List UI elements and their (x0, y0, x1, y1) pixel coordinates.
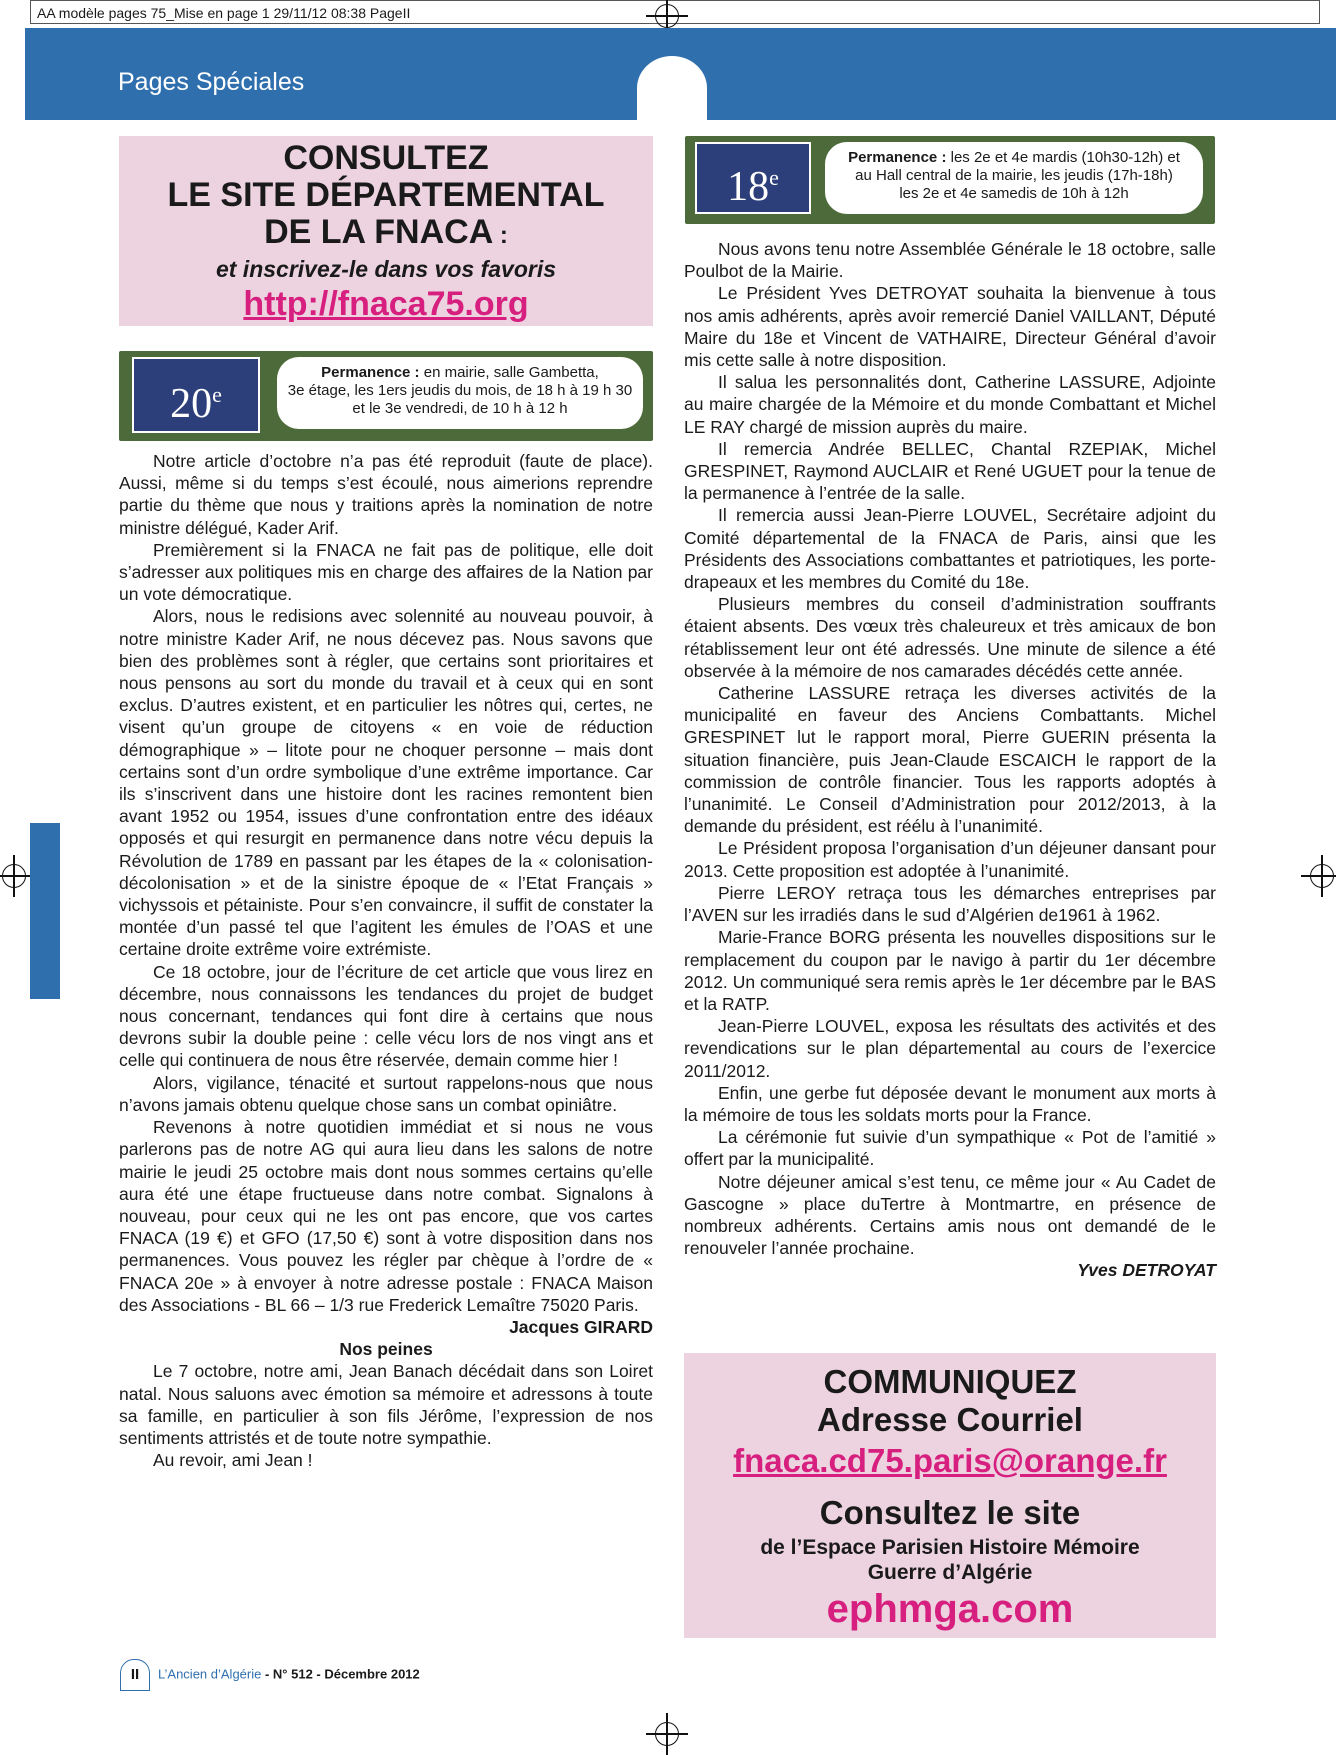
paragraph: Alors, nous le redisions avec solennité au nouveau pouvoir, à notre ministre Kader Arif, ne nous décevez pas. Nous savons que bien des problèmes sont à régler, que certains sont prioritaires et nous pensons au sort du monde du travail et à ceux qui en sont exclus. D’autres existent, et en particulier les nôtres qui, certes, ne visent qu’un groupe de citoyens « en voie de réduction démographique » – litote pour ne choquer personne – mais dont certains sont d’un ordre symbolique d’une extrême importance. Car ils s’inscrivent dans une histoire dont les racines remontent bien avant 1952 ou 1954, issues d’une confrontation entre des idéaux opposés et qui resurgit en permanence dans notre vécu depuis la Révolution de 1789 en passant par les étapes de la « colonisation-décolonisation » et de la sinistre époque de « l’Etat Français » vichyssois et pétainiste. Pour s’en convaincre, il suffit de constater la montée d’un passé tel que l’agitent les émules de l’OAS et une certaine droite extrême voire extrémiste. (119, 606, 653, 960)
paragraph: Catherine LASSURE retraça les diverses activités de la municipalité en faveur des Anciens Combattants. Michel GRESPINET lut le rapport moral, Pierre GUERIN présenta la situation financière, puis Jean-Claude ESCAICH le rapport de la commission de contrôle financier. Tous les rapports adoptés à l’unanimité. Le Conseil d’Administration pour 2012/2013, à la demande du président, est réélu à l’unanimité. (684, 683, 1216, 837)
perm18-line3: les 2e et 4e samedis de 10h à 12h (899, 185, 1129, 202)
paragraph: Plusieurs membres du conseil d’administration souffrants étaient absents. Des vœux très chaleureux et très amicaux de bon rétablissement leur ont été adressés. Une minute de silence a été observée à la mémoire de nos camarades décédés cette année. (684, 594, 1216, 681)
print-slug: AA modèle pages 75_Mise en page 1 29/11/12 08:38 PageII (30, 0, 1320, 24)
paragraph: Le Président proposa l’organisation d’un déjeuner dansant pour 2013. Cette proposition est adoptée à l’unanimité. (684, 838, 1216, 881)
arrondissement-badge-20 (132, 357, 260, 433)
paragraph: Enfin, une gerbe fut déposée devant le monument aux morts à la mémoire de tous les soldats morts pour la France. (684, 1082, 1216, 1125)
perm18-label: Permanence : (848, 149, 947, 166)
promo-adresse: Adresse Courriel (817, 1401, 1083, 1438)
promo-line3: DE LA FNACA (264, 213, 494, 251)
arrondissement-number: 18 (727, 164, 770, 210)
registration-mark-top (655, 4, 679, 28)
issue-info: - N° 512 - Décembre 2012 (261, 1666, 420, 1682)
promo-espace: de l’Espace Parisien Histoire Mémoire (760, 1536, 1140, 1559)
registration-mark-left (2, 864, 26, 888)
promo-communiquez: COMMUNIQUEZ (823, 1363, 1077, 1400)
side-tab (30, 823, 60, 999)
paragraph: Au revoir, ami Jean ! (153, 1450, 313, 1471)
perm18-line2: au Hall central de la mairie, les jeudis (17h-18h) (855, 167, 1173, 184)
paragraph: Il remercia Andrée BELLEC, Chantal RZEPIAK, Michel GRESPINET, Raymond AUCLAIR et René UGUET pour la tenue de la permanence à l’entrée de la salle. (684, 438, 1216, 504)
perm20-line3: et le 3e vendredi, de 10 h à 12 h (352, 400, 568, 417)
paragraph: La cérémonie fut suivie d’un sympathique « Pot de l’amitié » offert par la municipalité. (684, 1127, 1216, 1170)
header-band (25, 28, 1336, 120)
arrondissement-number: 20 (170, 381, 213, 427)
paragraph: Alors, vigilance, ténacité et surtout rappelons-nous que nous n’avons jamais obtenu quelque chose sans un combat opiniâtre. (119, 1072, 653, 1115)
arrondissement-badge-18 (695, 142, 811, 214)
promo-url-link[interactable]: http://fnaca75.org (243, 285, 529, 323)
paragraph: Ce 18 octobre, jour de l’écriture de cet article que vous lirez en décembre, nous connaissons les tendances du projet de budget nous concernant, tendances qui font dire à certains que nous devrons subir la double peine : celle vécu lors de nos vingt ans et celle qui continuera de nous être réservée, demain comme hier ! (119, 961, 653, 1071)
paragraph: Il salua les personnalités dont, Catherine LASSURE, Adjointe au maire chargée de la Mémoire et du monde Combattant et Michel LE RAY chargé de mission auprès du maire. (684, 372, 1216, 437)
subheading-peines: Nos peines (339, 1339, 433, 1360)
registration-mark-right (1310, 864, 1334, 888)
perm20-line2: 3e étage, les 1ers jeudis du mois, de 18 h à 19 h 30 (287, 382, 633, 399)
promo-colon: : (493, 222, 508, 249)
publication-name: L’Ancien d’Algérie (158, 1666, 262, 1682)
paragraph: Le Président Yves DETROYAT souhaita la bienvenue à tous nos amis adhérents, après avoir remercié Daniel VAILLANT, Député Maire du 18e et Vincent de VATHAIRE, Directeur Général d’avoir mis cette salle à notre disposition. (684, 283, 1216, 371)
promo-line2: LE SITE DÉPARTEMENTAL (167, 176, 605, 214)
signature-detroyat: Yves DETROYAT (1077, 1260, 1216, 1281)
permanence-box-18 (685, 136, 1215, 224)
email-link[interactable]: fnaca.cd75.paris@orange.fr (733, 1442, 1167, 1479)
perm18-line1 (825, 149, 1203, 167)
ephmga-link[interactable]: ephmga.com (826, 1587, 1074, 1631)
arrondissement-sup: e (769, 165, 779, 190)
promo-line1: CONSULTEZ (283, 139, 489, 177)
article-18e (684, 238, 1216, 1282)
paragraph: Marie-France BORG présenta les nouvelles dispositions sur le remplacement du coupon par le navigo à partir du 1er décembre 2012. Un communiqué sera remis après le 1er décembre par le BAS et la RATP. (684, 927, 1216, 1014)
perm20-line1 (277, 364, 643, 382)
paragraph: Revenons à notre quotidien immédiat et si nous ne vous parlerons pas de notre AG qui aura lieu dans les salons de notre mairie le jeudi 25 octobre mais dont nous sommes certains qu’elle aura été une étape fructueuse dans notre combat. Signalons à nouveau, pour ceux qui ne les ont pas encore, que vos cartes FNACA (19 €) et GFO (17,50 €) sont à votre disposition dans nos permanences. Vous pouvez les régler par chèque à l’ordre de « FNACA 20e » à envoyer à notre adresse postale : FNACA Maison des Associations - BL 66 – 1/3 rue Frederick Lemaître 75020 Paris. (119, 1117, 653, 1315)
promo-consultez: Consultez le site (819, 1494, 1081, 1531)
page-footer (120, 1659, 420, 1691)
paragraph: Premièrement si la FNACA ne fait pas de politique, elle doit s’adresser aux politiques mis en charge des affaires de la Nation par un vote démocratique. (119, 539, 653, 605)
perm20-text1: en mairie, salle Gambetta, (419, 364, 599, 381)
paragraph: Pierre LEROY retraça tous les démarches entreprises par l’AVEN sur les irradiés dans le sud d’Algérien de1961 à 1962. (684, 882, 1216, 926)
signature-girard: Jacques GIRARD (509, 1316, 653, 1337)
promo-line4: et inscrivez-le dans vos favoris (215, 256, 557, 282)
permanence-info-18 (825, 142, 1203, 214)
arch-decoration (637, 56, 707, 120)
article-20e (119, 450, 653, 1471)
paragraph: Nous avons tenu notre Assemblée Générale le 18 octobre, salle Poulbot de la Mairie. (684, 239, 1216, 282)
page-number: II (120, 1659, 150, 1691)
promo-box-contact (684, 1353, 1216, 1638)
paragraph: Le 7 octobre, notre ami, Jean Banach décédait dans son Loiret natal. Nous saluons avec émotion sa mémoire et adressons à toute sa famille, en particulier à son fils Jérôme, l’expression de nos sentiments attristés et de toute notre sympathie. (119, 1361, 653, 1448)
paragraph: Il remercia aussi Jean-Pierre LOUVEL, Secrétaire adjoint du Comité départemental de la FNACA de Paris, ainsi que les Présidents des Associations combattantes et patriotiques, les porte-drapeaux et les membres du Comité du 18e. (684, 505, 1216, 593)
paragraph: Notre déjeuner amical s’est tenu, ce même jour « Au Cadet de Gascogne » place duTertre à Montmartre, en présence de nombreux adhérents. Certains amis nous ont demandé de le renouveler l’année prochaine. (684, 1171, 1216, 1259)
promo-guerre: Guerre d’Algérie (867, 1561, 1033, 1584)
permanence-box-20 (119, 351, 653, 441)
promo-box-fnaca (119, 136, 653, 326)
registration-mark-bottom (655, 1722, 679, 1746)
promo-line3-wrap (119, 214, 653, 254)
perm20-label: Permanence : (321, 364, 420, 381)
paragraph: Notre article d’octobre n’a pas été reproduit (faute de place). Aussi, même si du temps s’est écoulé, nous aimerions reprendre partie du thème que nous y traitions après la nomination de notre ministre délégué, Kader Arif. (119, 451, 653, 538)
arrondissement-sup: e (212, 382, 222, 407)
section-title: Pages Spéciales (118, 68, 305, 96)
paragraph: Jean-Pierre LOUVEL, exposa les résultats des activités et des revendications sur le plan départemental au cours de l’exercice 2011/2012. (684, 1016, 1216, 1081)
perm18-text1: les 2e et 4e mardis (10h30-12h) et (946, 149, 1180, 166)
permanence-info-20 (277, 357, 643, 429)
